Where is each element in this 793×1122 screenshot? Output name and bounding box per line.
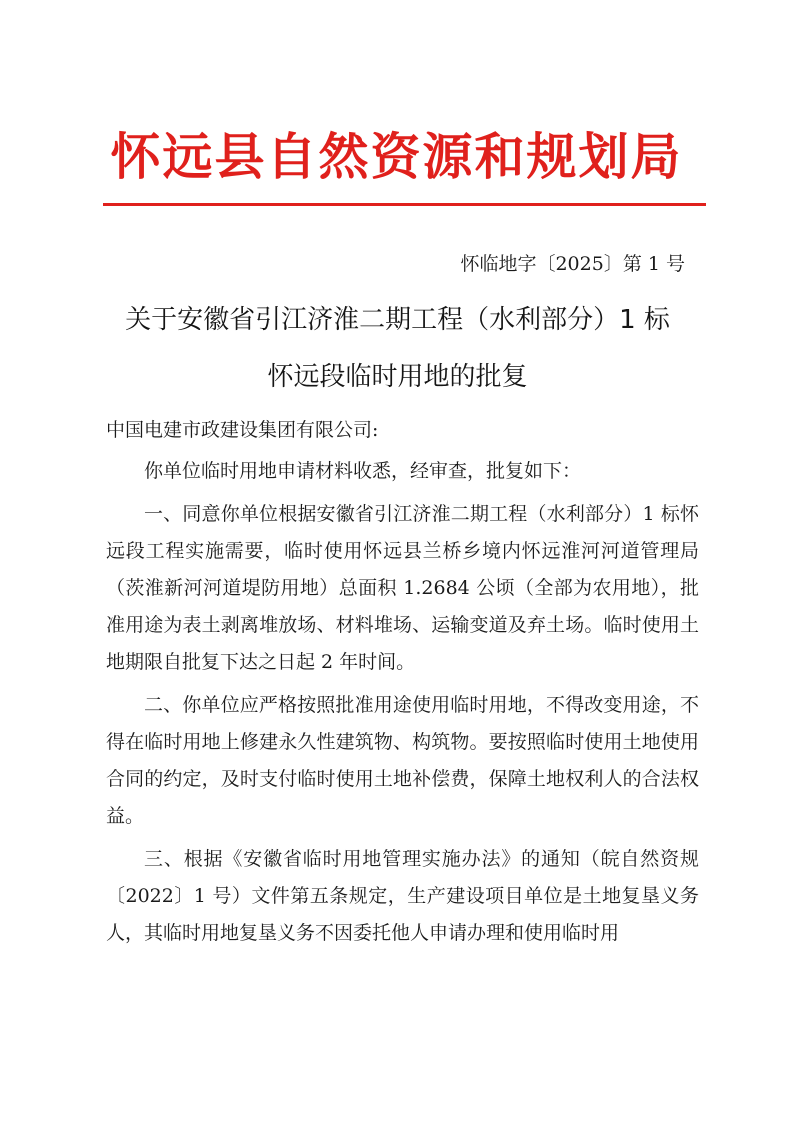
addressee: 中国电建市政建设集团有限公司: <box>106 419 379 441</box>
header-divider <box>103 203 706 206</box>
document-title <box>95 292 700 406</box>
document-body <box>106 453 699 958</box>
organization-header: 怀远县自然资源和规划局 <box>110 128 683 186</box>
paragraph-item-2: 二、你单位应严格按照批准用途使用临时用地，不得改变用途，不得在临时用地上修建永久性建筑物、构筑物。要按照临时使用土地使用合同的约定，及时支付临时使用土地补偿费，保障土地权利人的合法权益。 <box>106 694 699 827</box>
paragraph-item-1: 一、同意你单位根据安徽省引江济淮二期工程（水利部分）1 标怀远段工程实施需要，临时使用怀远县兰桥乡境内怀远淮河河道管理局（茨淮新河河道堤防用地）总面积 1.2684 公顷（全部为农用地），批准用途为表土剥离堆放场、材料堆场、运输变道及弃土场。临时使用土地期限自批复下达之日起 2 年时间。 <box>106 503 699 673</box>
title-line-1: 关于安徽省引江济淮二期工程（水利部分）1 标 <box>125 305 670 335</box>
paragraph-intro: 你单位临时用地申请材料收悉，经审查，批复如下： <box>144 460 582 482</box>
document-number: 怀临地字〔2025〕第 1 号 <box>460 253 685 275</box>
title-line-2: 怀远段临时用地的批复 <box>267 362 528 392</box>
paragraph-item-3: 三、根据《安徽省临时用地管理实施办法》的通知（皖自然资规〔2022〕1 号）文件第五条规定，生产建设项目单位是土地复垦义务人，其临时用地复垦义务不因委托他人申请办理和使用临时用 <box>106 848 699 944</box>
